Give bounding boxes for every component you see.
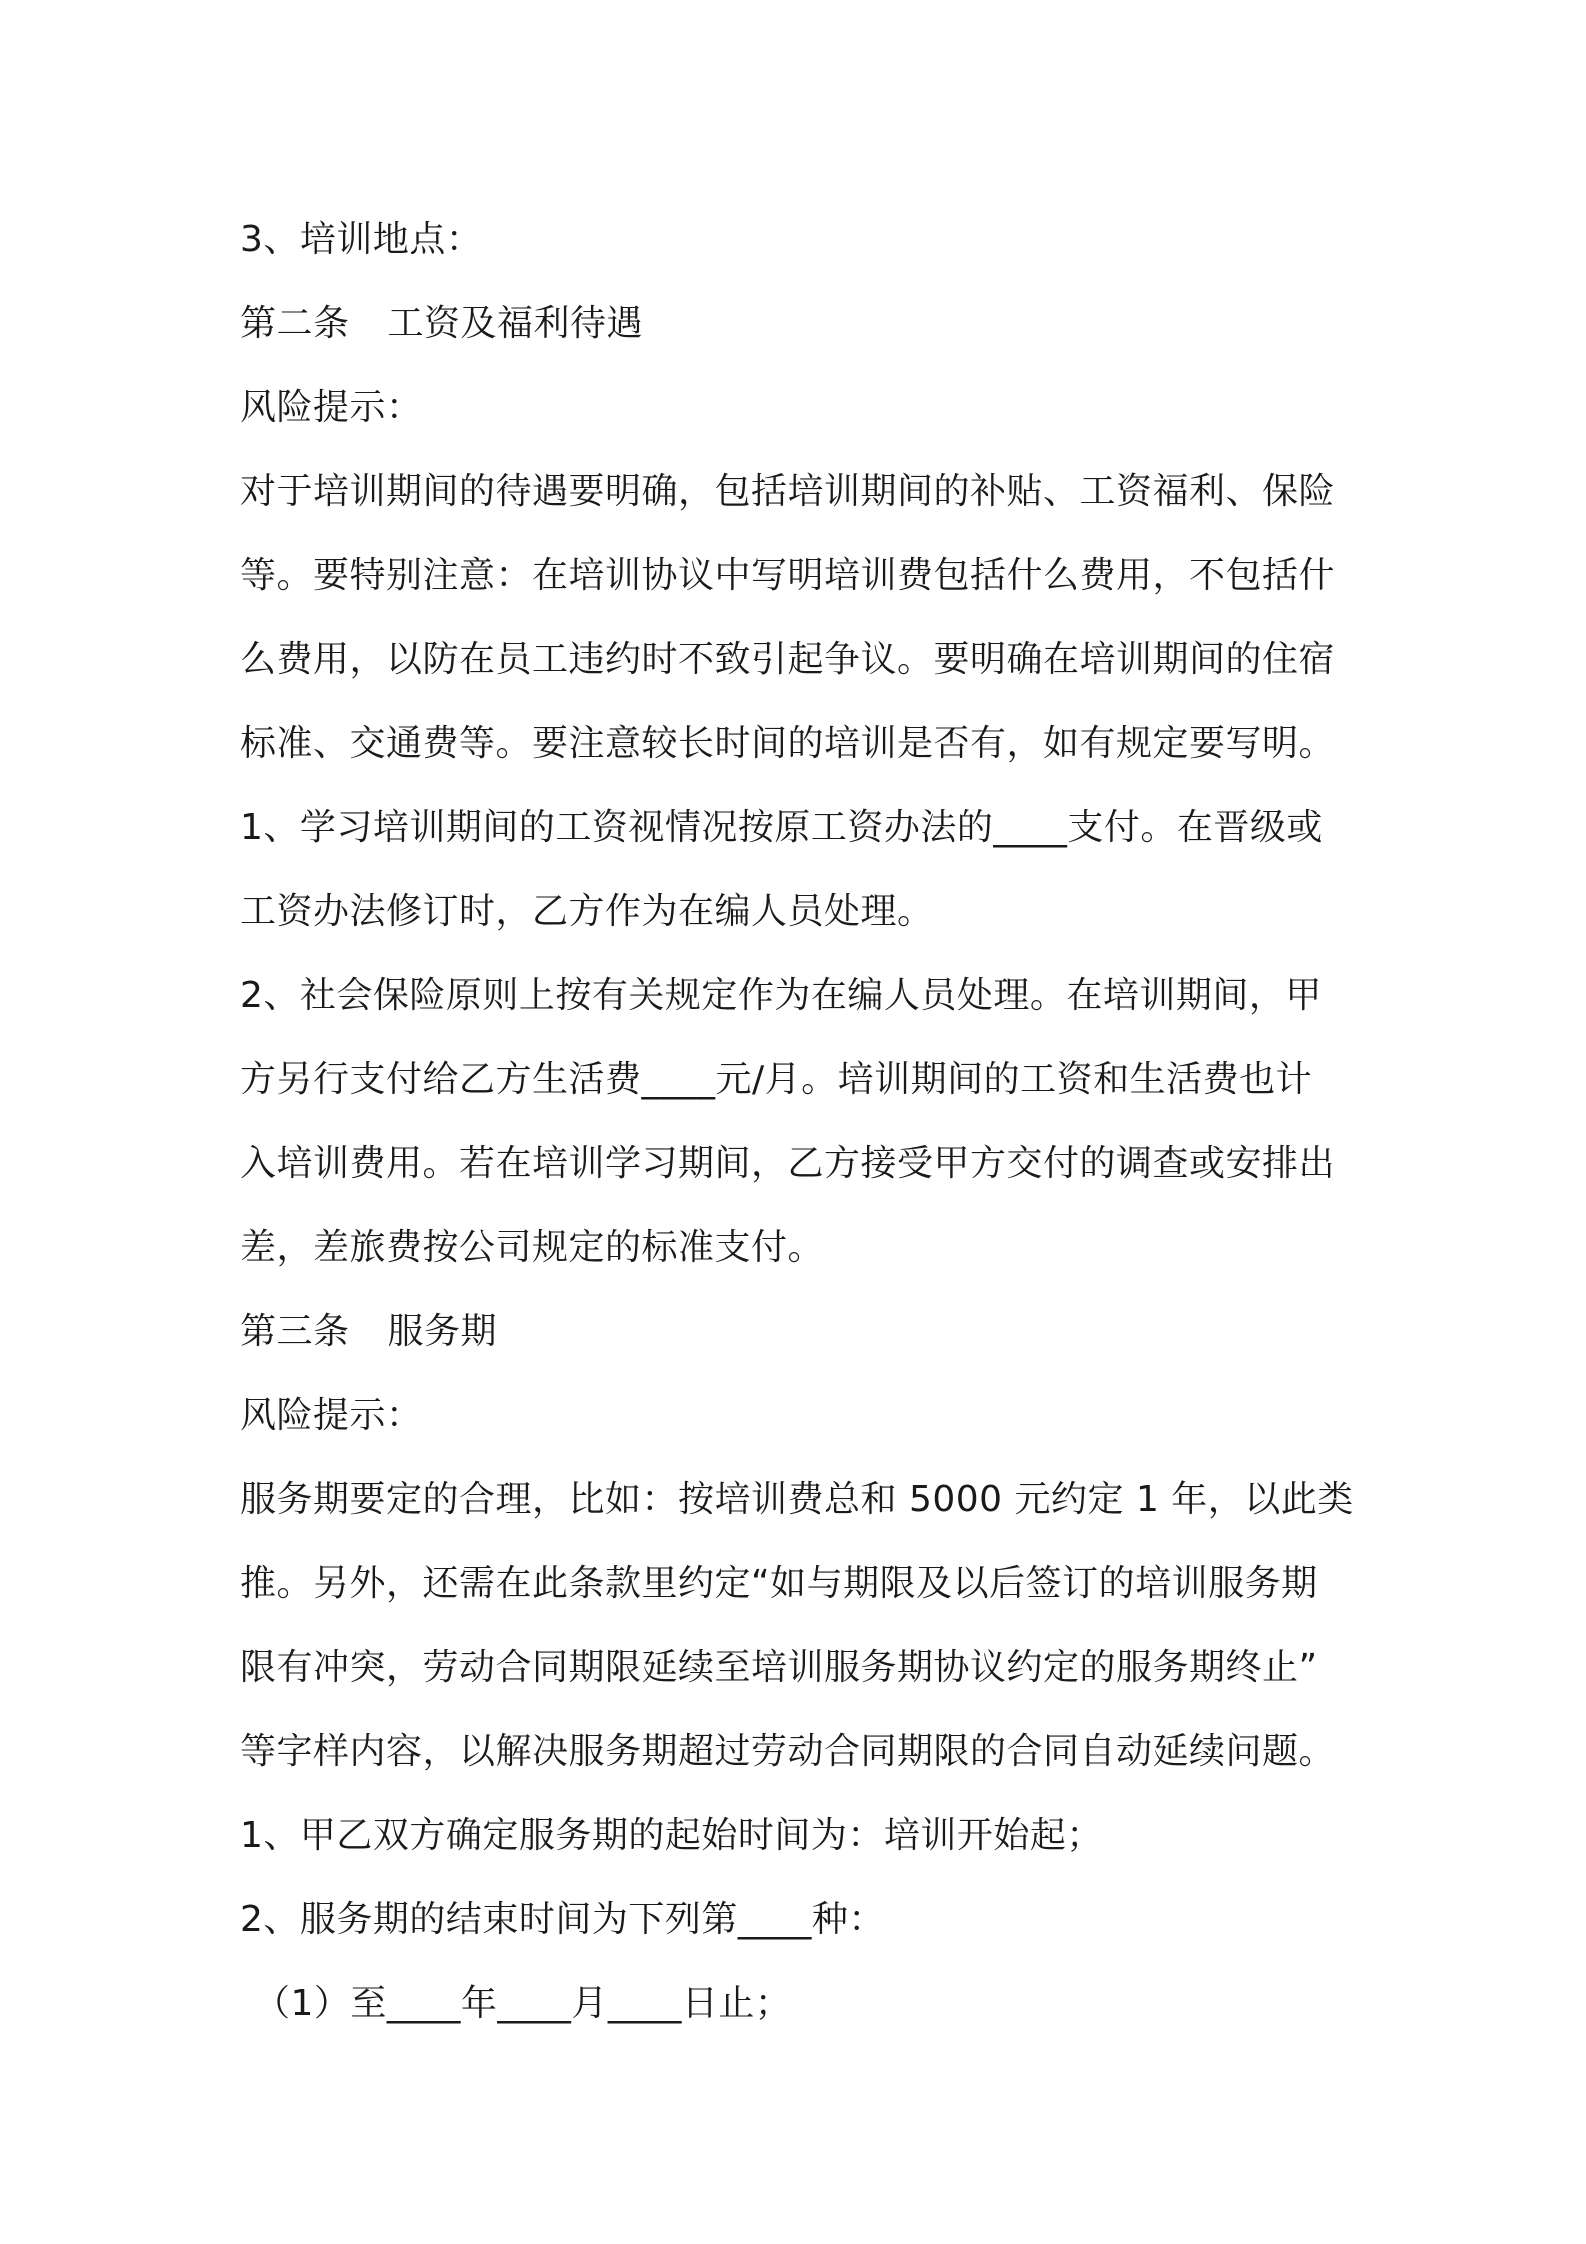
- article-title: 服务期: [387, 1311, 498, 1352]
- risk-label: 风险提示：: [240, 1395, 423, 1436]
- clause-line: 入培训费用。若在培训学习期间，乙方接受甲方交付的调查或安排出: [240, 1143, 1336, 1184]
- article-number: 第二条: [240, 303, 350, 344]
- article-number: 第三条: [240, 1311, 350, 1352]
- paragraph-line: 标准、交通费等。要注意较长时间的培训是否有，如有规定要写明。: [240, 723, 1336, 764]
- clause-option-line: （1）至____年____月____日止；: [254, 1983, 792, 2024]
- document-body: [240, 198, 1365, 2046]
- clause-line: 方另行支付给乙方生活费____元/月。培训期间的工资和生活费也计: [240, 1059, 1313, 1100]
- clause-line: 1、学习培训期间的工资视情况按原工资办法的____支付。在晋级或: [240, 807, 1323, 848]
- clause-line: 2、服务期的结束时间为下列第____种：: [240, 1899, 885, 1940]
- paragraph-line: 服务期要定的合理，比如：按培训费总和 5000 元约定 1 年，以此类: [240, 1479, 1354, 1520]
- training-location-item: 3、培训地点：: [240, 219, 483, 260]
- paragraph-line: 等字样内容，以解决服务期超过劳动合同期限的合同自动延续问题。: [240, 1731, 1336, 1772]
- article-title: 工资及福利待遇: [387, 303, 644, 344]
- paragraph-line: 推。另外，还需在此条款里约定“如与期限及以后签订的培训服务期: [240, 1563, 1318, 1604]
- risk-label: 风险提示：: [240, 387, 423, 428]
- clause-line: 1、甲乙双方确定服务期的起始时间为：培训开始起；: [240, 1815, 1103, 1856]
- clause-line: 2、社会保险原则上按有关规定作为在编人员处理。在培训期间，甲: [240, 975, 1322, 1016]
- paragraph-line: 么费用，以防在员工违约时不致引起争议。要明确在培训期间的住宿: [240, 639, 1336, 680]
- paragraph-line: 限有冲突，劳动合同期限延续至培训服务期协议约定的服务期终止”: [240, 1647, 1318, 1688]
- clause-line: 工资办法修订时，乙方作为在编人员处理。: [240, 891, 934, 932]
- clause-line: 差，差旅费按公司规定的标准支付。: [240, 1227, 825, 1268]
- article-heading: [240, 282, 1365, 366]
- paragraph-line: 等。要特别注意：在培训协议中写明培训费包括什么费用，不包括什: [240, 555, 1336, 596]
- article-heading: [240, 1290, 1365, 1374]
- paragraph-line: 对于培训期间的待遇要明确，包括培训期间的补贴、工资福利、保险: [240, 471, 1336, 512]
